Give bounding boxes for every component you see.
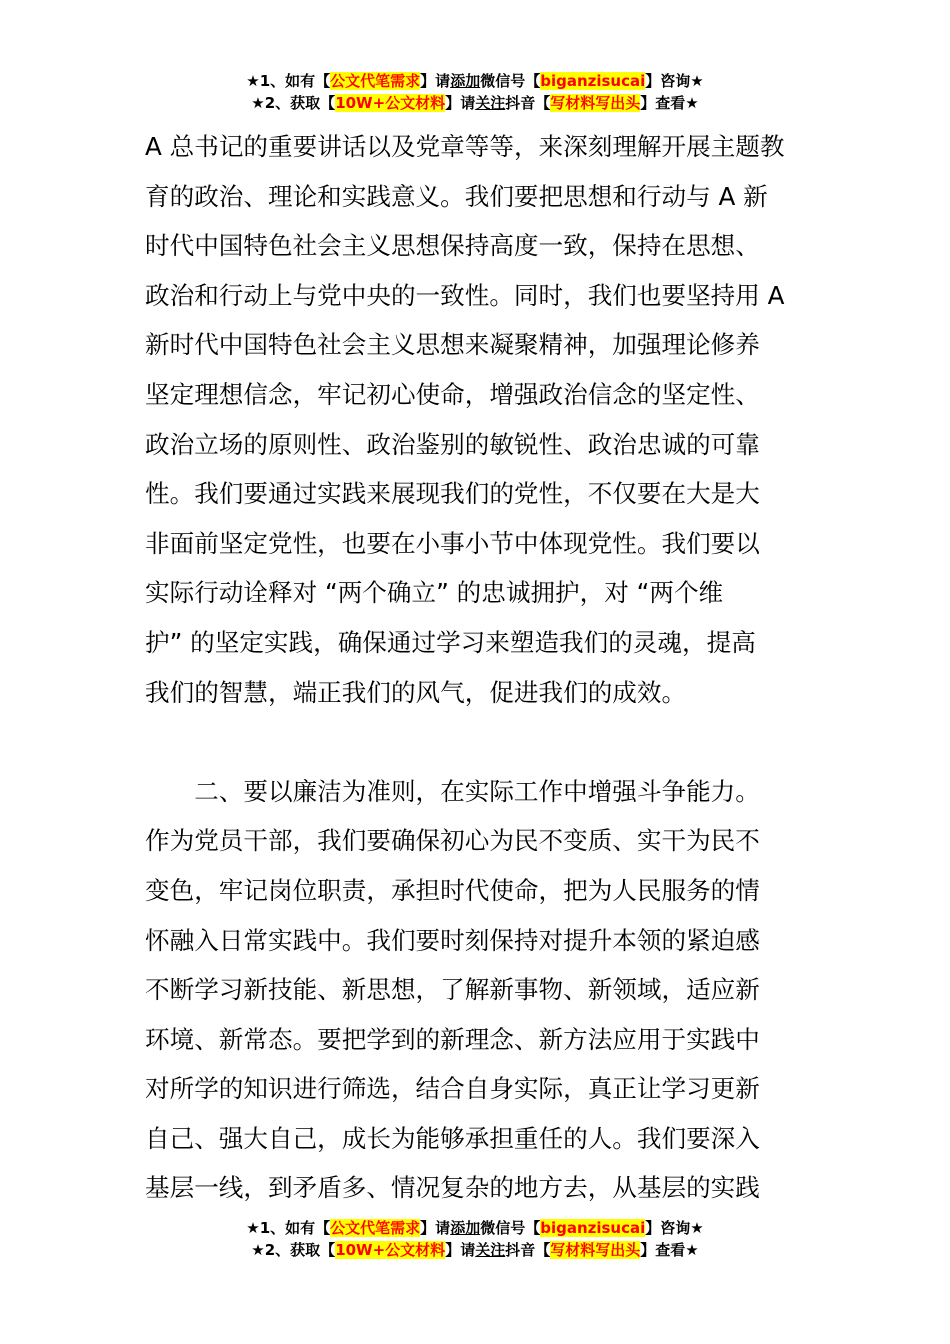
header-banner: [0, 70, 950, 114]
text-line: 作为党员干部，我们要确保初心为民不变质、实干为民不: [145, 826, 760, 856]
text-line: 二、要以廉洁为准则，在实际工作中增强斗争能力。: [145, 776, 760, 806]
banner-line-1: [0, 70, 950, 92]
text-line: 政治和行动上与党中央的一致性。同时，我们也要坚持用 A: [145, 280, 785, 310]
banner-text: 微信号【: [480, 1219, 541, 1237]
banner-text: 】请: [445, 94, 476, 112]
banner-text: 】请: [420, 1219, 451, 1237]
paragraph-spacer: [145, 717, 810, 767]
text-line: 怀融入日常实践中。我们要时刻保持对提升本领的紧迫感: [145, 925, 760, 955]
banner-line-2: [0, 92, 950, 114]
banner-text: ★1、如有【: [246, 1219, 331, 1237]
text-line: 非面前坚定党性，也要在小事小节中体现党性。我们要以: [145, 528, 760, 558]
highlight-douyin-account: 写材料写出头: [550, 94, 641, 112]
banner-text: 】查看★: [640, 1241, 699, 1259]
banner-text: 】咨询★: [645, 1219, 704, 1237]
text-line: 自己、强大自己，成长为能够承担重任的人。我们要深入: [145, 1123, 760, 1153]
banner-text: 微信号【: [480, 72, 541, 90]
underlined-follow: 关注: [475, 94, 506, 112]
banner-text: 】请: [420, 72, 451, 90]
banner-text: ★2、获取【: [251, 1241, 336, 1259]
highlight-ghostwriting: 公文代笔需求: [330, 1219, 421, 1237]
underlined-add: 添加: [450, 1219, 481, 1237]
banner-text: 抖音【: [505, 1241, 551, 1259]
text-line: 基层一线，到矛盾多、情况复杂的地方去，从基层的实践: [145, 1173, 760, 1203]
banner-line-1: [0, 1217, 950, 1239]
highlight-wechat-id: biganzisucai: [540, 72, 646, 90]
text-line: 政治立场的原则性、政治鉴别的敏锐性、政治忠诚的可靠: [145, 429, 760, 459]
highlight-materials: 10W+公文材料: [335, 94, 446, 112]
banner-text: ★2、获取【: [251, 94, 336, 112]
highlight-materials: 10W+公文材料: [335, 1241, 446, 1259]
text-line: 不断学习新技能、新思想，了解新事物、新领域，适应新: [145, 975, 760, 1005]
text-line: 我们的智慧，端正我们的风气，促进我们的成效。: [145, 677, 687, 707]
underlined-add: 添加: [450, 72, 481, 90]
text-line: 对所学的知识进行筛选，结合自身实际，真正让学习更新: [145, 1074, 760, 1104]
text-line: 时代中国特色社会主义思想保持高度一致，保持在思想、: [145, 231, 760, 261]
banner-line-2: [0, 1239, 950, 1261]
banner-text: ★1、如有【: [246, 72, 331, 90]
footer-banner: [0, 1217, 950, 1261]
text-line: 变色，牢记岗位职责，承担时代使命，把为人民服务的情: [145, 875, 760, 905]
text-line: 实际行动诠释对 “两个确立” 的忠诚拥护，对 “两个维: [145, 578, 724, 608]
document-body: [145, 122, 810, 1213]
text-line: A 总书记的重要讲话以及党章等等，来深刻理解开展主题教: [145, 132, 785, 161]
banner-text: 】查看★: [640, 94, 699, 112]
highlight-douyin-account: 写材料写出头: [550, 1241, 641, 1259]
banner-text: 抖音【: [505, 94, 551, 112]
paragraph-1: [145, 122, 810, 717]
highlight-ghostwriting: 公文代笔需求: [330, 72, 421, 90]
text-line: 性。我们要通过实践来展现我们的党性，不仅要在大是大: [145, 479, 760, 509]
banner-text: 】咨询★: [645, 72, 704, 90]
banner-text: 】请: [445, 1241, 476, 1259]
text-line: 坚定理想信念，牢记初心使命，增强政治信念的坚定性、: [145, 379, 760, 409]
text-line: 新时代中国特色社会主义思想来凝聚精神，加强理论修养: [145, 330, 760, 360]
highlight-wechat-id: biganzisucai: [540, 1219, 646, 1237]
paragraph-2: [145, 767, 810, 1213]
text-line: 护” 的坚定实践，确保通过学习来塑造我们的灵魂，提高: [145, 627, 756, 657]
text-line: 育的政治、理论和实践意义。我们要把思想和行动与 A 新: [145, 181, 768, 211]
underlined-follow: 关注: [475, 1241, 506, 1259]
text-line: 环境、新常态。要把学到的新理念、新方法应用于实践中: [145, 1024, 760, 1054]
